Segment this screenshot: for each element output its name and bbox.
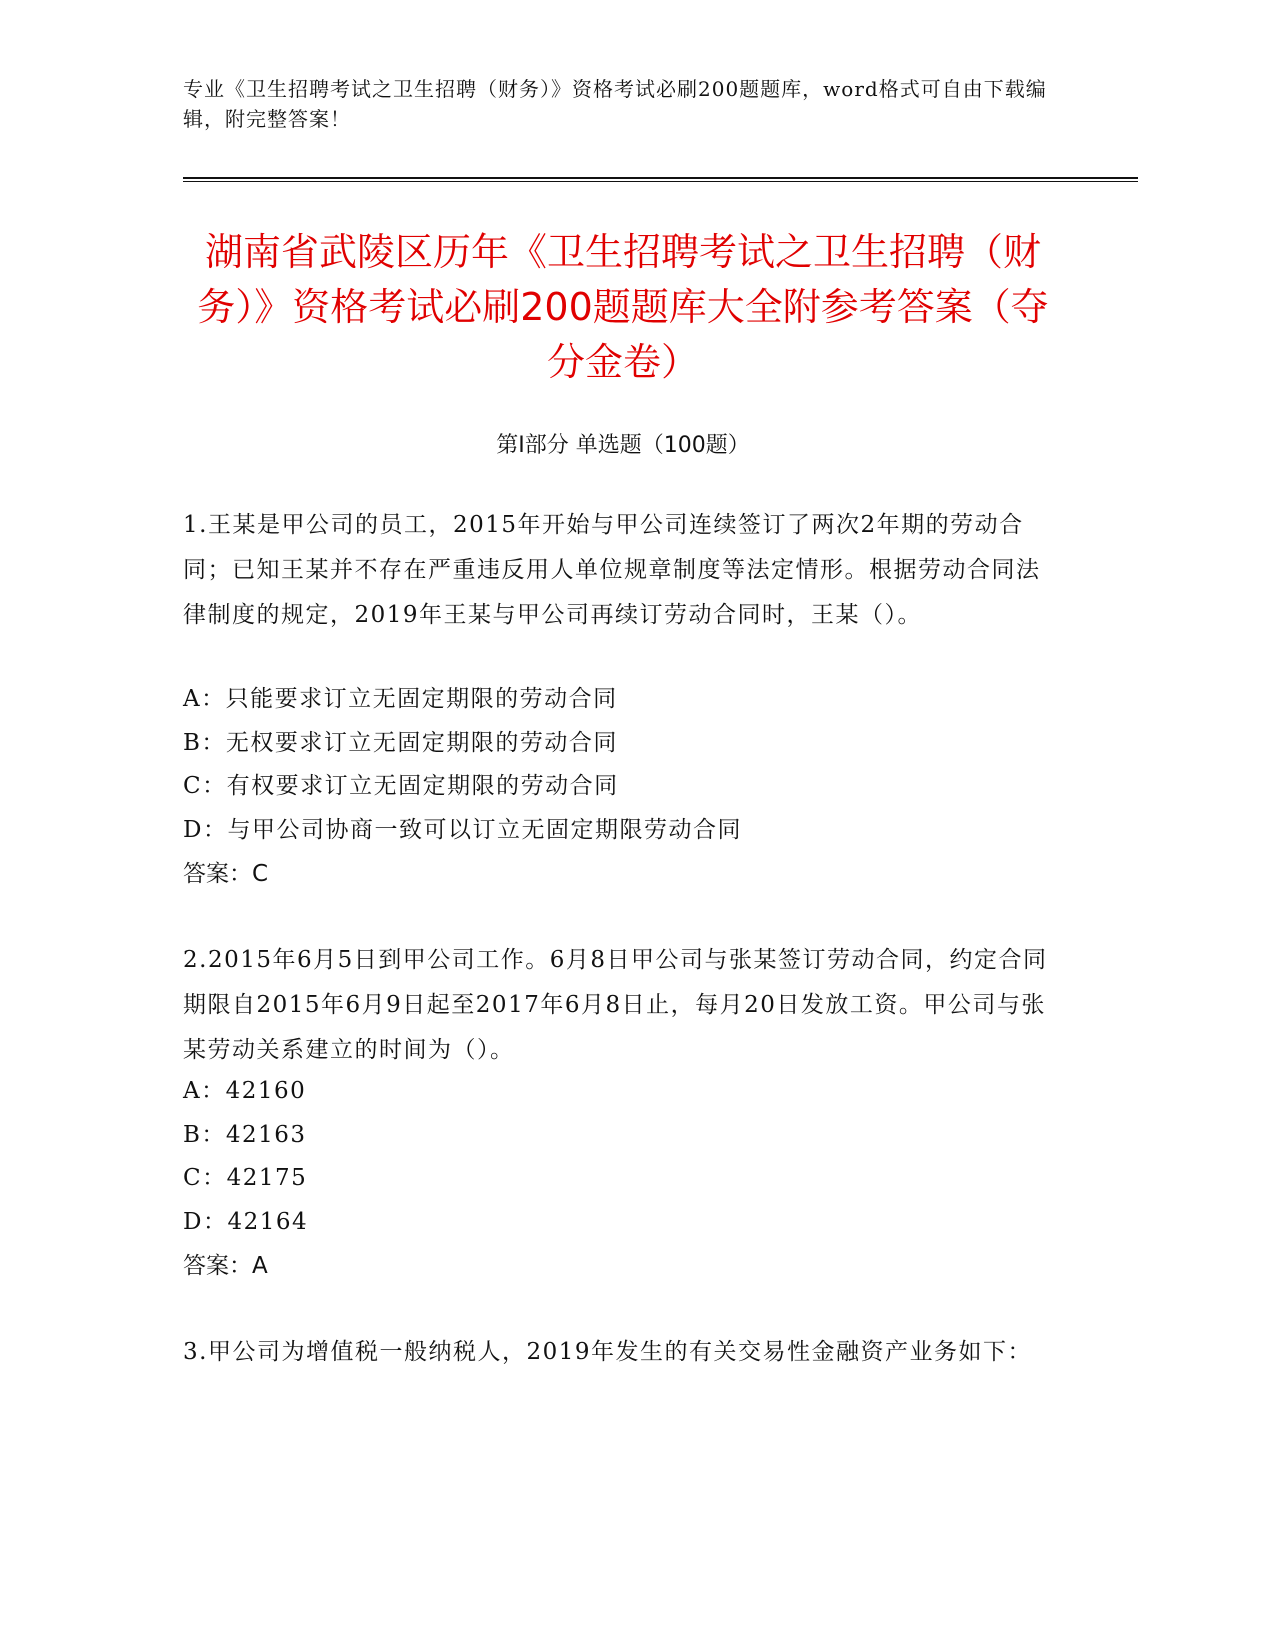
question-1-option-b: B：无权要求订立无固定期限的劳动合同	[183, 730, 618, 756]
question-1-option-c: C：有权要求订立无固定期限的劳动合同	[183, 773, 619, 799]
question-2-option-b: B：42163	[183, 1122, 307, 1148]
question-2-option-a: A：42160	[183, 1078, 307, 1104]
header-note: 专业《卫生招聘考试之卫生招聘（财务）》资格考试必刷200题题库，word格式可自由下载编辑，附完整答案！	[183, 77, 1047, 131]
question-1-option-a: A：只能要求订立无固定期限的劳动合同	[183, 686, 618, 712]
question-1-answer: 答案：C	[183, 861, 269, 887]
question-2-option-c: C：42175	[183, 1165, 308, 1191]
document-title: 湖南省武陵区历年《卫生招聘考试之卫生招聘（财务）》资格考试必刷200题题库大全附参考答案（夺分金卷）	[197, 230, 1049, 384]
header-divider-thick	[183, 177, 1138, 179]
section-heading: 第Ⅰ部分 单选题（100题）	[496, 433, 750, 458]
question-2-option-d: D：42164	[183, 1209, 309, 1235]
question-3-text: 3.甲公司为增值税一般纳税人，2019年发生的有关交易性金融资产业务如下：	[183, 1339, 1032, 1365]
question-1-option-d: D：与甲公司协商一致可以订立无固定期限劳动合同	[183, 817, 742, 843]
question-2-text: 2.2015年6月5日到甲公司工作。6月8日甲公司与张某签订劳动合同，约定合同期限自2015年6月9日起至2017年6月8日止，每月20日发放工资。甲公司与张某劳动关系建立的时间为（）。	[183, 947, 1048, 1063]
question-1-text: 1.王某是甲公司的员工，2015年开始与甲公司连续签订了两次2年期的劳动合同；已知王某并不存在严重违反用人单位规章制度等法定情形。根据劳动合同法律制度的规定，2019年王某与甲公司再续订劳动合同时，王某（）。	[183, 512, 1041, 628]
question-2-answer: 答案：A	[183, 1253, 268, 1279]
header-divider-thin	[183, 181, 1138, 182]
